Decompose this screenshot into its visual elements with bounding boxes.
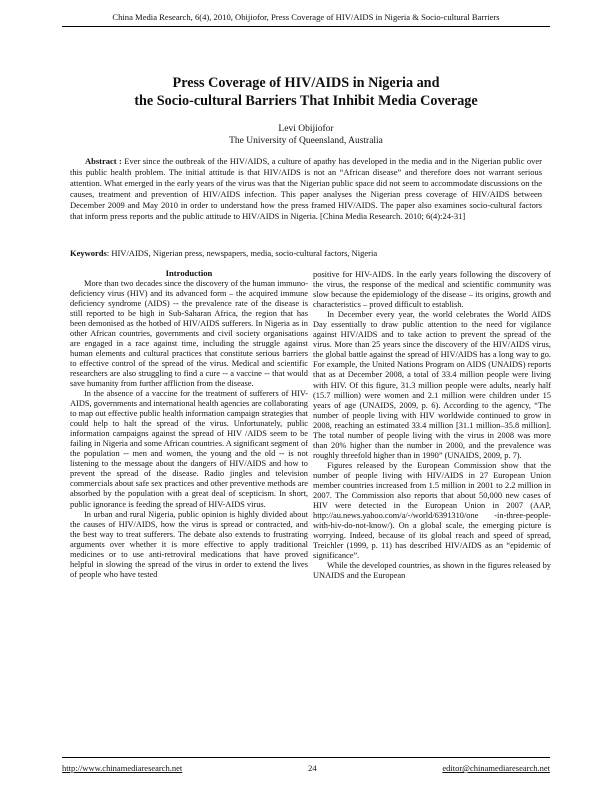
title-line-2: the Socio-cultural Barriers That Inhibit Media Coverage [134, 93, 478, 109]
website-link[interactable]: http://www.chinamediaresearch.net [62, 763, 183, 773]
page-footer [62, 757, 550, 773]
email-link[interactable]: editor@chinamediaresearch.net [442, 763, 550, 773]
section-heading-introduction: Introduction [165, 268, 213, 278]
author-block [62, 123, 550, 147]
body-paragraph: positive for HIV-AIDS. In the early years following the discovery of the virus, the response of the medical and scientific community was slow because the epidemiology of the disease – its origins, growth and characteristics – proved difficult to establish. [313, 270, 551, 310]
keywords [70, 248, 542, 259]
abstract-label: Abstract : [85, 156, 122, 166]
right-column [313, 270, 551, 581]
body-paragraph: Figures released by the European Commission show that the number of people living with HIV/AIDS in 27 European Union member countries increased from 1.5 million in 2001 to 2.2 million in 2007. The Commission also reports that about 50,000 new cases of HIV were detected in the European Union in 2007 (AAP, http://au.news.yahoo.com/a/-/world/6391310/one -in-three-people-with-hiv-do-not-know/). On a global scale, the emerging picture is worrying. Indeed, because of its global reach and speed of spread, Treichler (1999, p. 11) has described HIV/AIDS as an “epidemic of significance”. [313, 460, 551, 561]
title-line-1: Press Coverage of HIV/AIDS in Nigeria and [172, 75, 440, 91]
body-paragraph: In the absence of a vaccine for the treatment of sufferers of HIV-AIDS, governments and international health agencies are collaborating to map out effective public health information campaign strategies that could help to halt the spread of the virus. Unfortunately, public information campaigns against the spread of HIV /AIDS seem to be failing in Nigeria and some African countries. A significant segment of the population -- men and women, the young and the old -- is not listening to the message about the dangers of HIV/AIDS and how to prevent the spread of the disease. Radio jingles and television commercials about safe sex practices and other preventive methods are absorbed by the population with a great deal of scepticism. In short, public ignorance is feeding the spread of HIV-AIDS virus. [70, 389, 308, 509]
author-affiliation: The University of Queensland, Australia [229, 136, 383, 146]
author-name: Levi Obijiofor [278, 124, 334, 134]
abstract-text: Ever since the outbreak of the HIV/AIDS, a culture of apathy has developed in the media and in the Nigerian public over this public health problem. The initial attitude is that HIV/AIDS is not an “African disease” and therefore does not warrant serious attention. What emerged in the early years of the virus was that the Nigerian public space did not seem to accommodate discussions on the causes, treatment and prevention of HIV/AIDS infection. This paper analyses the Nigerian press coverage of HIV/AIDS between December 2009 and May 2010 in order to understand how the press framed HIV/AIDS. The paper also examines socio-cultural factors that inform press reports and the public attitude to HIV/AIDS in Nigeria. [China Media Research. 2010; 6(4):24-31] [70, 156, 542, 221]
body-paragraph: While the developed countries, as shown in the figures released by UNAIDS and the European [313, 561, 551, 581]
page-number: 24 [308, 763, 317, 773]
running-header: China Media Research, 6(4), 2010, Obijiofor, Press Coverage of HIV/AIDS in Nigeria & Socio-cultural Barriers [62, 12, 550, 27]
abstract [70, 156, 542, 222]
keywords-label: Keywords [70, 248, 107, 258]
keywords-text: : HIV/AIDS, Nigerian press, newspapers, media, socio-cultural factors, Nigeria [106, 248, 378, 258]
paper-title [62, 74, 550, 110]
left-column [70, 268, 308, 580]
body-paragraph: More than two decades since the discovery of the human immuno-deficiency virus (HIV) and its advanced form – the acquired immune deficiency syndrome (AIDS) -- the prevalence rate of the disease is still reported to be high in Sub-Saharan Africa, the region that has been demonised as the hotbed of HIV/AIDS sufferers. In Nigeria as in other African countries, governments and civil society organisations are engaged in a race against time, including the struggle against human elements and cultural practices that constitute serious barriers to effective control of the spread of the virus. Medical and scientific researchers are also struggling to find a cure -- a vaccine -- that would save humanity from further affliction from the disease. [70, 278, 308, 388]
body-paragraph: In urban and rural Nigeria, public opinion is highly divided about the causes of HIV/AIDS, how the virus is spread or contracted, and the best way to treat sufferers. The debate also extends to frustrating arguments over whether it is more effective to apply traditional medicines or to use anti-retroviral medications that have proved helpful in slowing the spread of the virus in order to extend the lives of people who have tested [70, 509, 308, 579]
body-paragraph: In December every year, the world celebrates the World AIDS Day essentially to draw public attention to the need for vigilance against HIV/AIDS and to take action to prevent the spread of the virus. More than 25 years since the discovery of the HIV/AIDS virus, the global battle against the spread of HIV/AIDS has a long way to go. For example, the United Nations Program on AIDS (UNAIDS) reports that as at December 2008, a total of 33.4 million people were living with HIV. Of this figure, 31.3 million people were adults, nearly half (15.7 million) were women and 2.1 million were children under 15 years of age (UNAIDS, 2009, p. 6). According to the agency, “The number of people living with HIV worldwide continued to grow in 2008, reaching an estimated 33.4 million [31.1 million–35.8 million]. The total number of people living with the virus in 2008 was more than 20% higher than the number in 2000, and the prevalence was roughly threefold higher than in 1990” (UNAIDS, 2009, p. 7). [313, 310, 551, 460]
